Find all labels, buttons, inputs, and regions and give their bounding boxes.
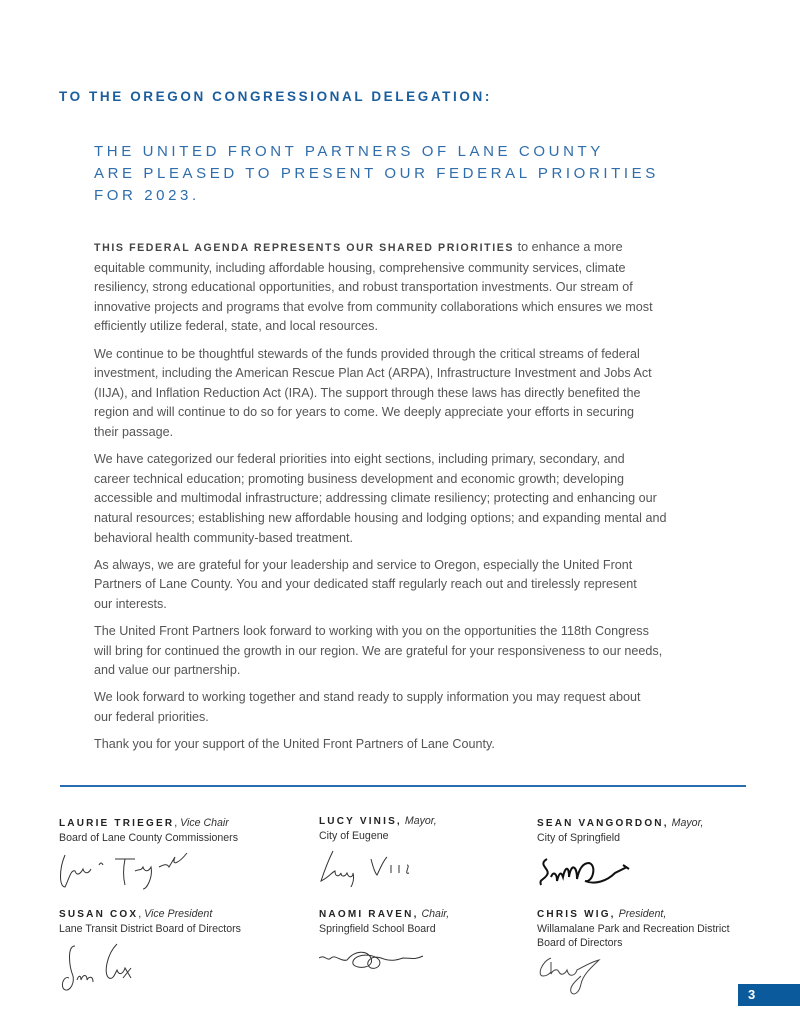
signatory-block: SEAN VANGORDON, Mayor, City of Springfield bbox=[537, 816, 703, 897]
headline-line: ARE PLEASED TO PRESENT OUR FEDERAL PRIORITIES bbox=[94, 165, 659, 182]
signature-image bbox=[537, 849, 662, 897]
signature-image bbox=[59, 849, 199, 891]
paragraph: Thank you for your support of the United Front Partners of Lane County. bbox=[94, 737, 495, 752]
letter-body bbox=[94, 238, 714, 762]
signature-image bbox=[319, 847, 429, 887]
signatory-block: LAURIE TRIEGER, Vice Chair Board of Lane County Commissioners bbox=[59, 816, 238, 891]
lead-in: THIS FEDERAL AGENDA REPRESENTS OUR SHARED PRIORITIES bbox=[94, 242, 515, 254]
paragraph: As always, we are grateful for your leadership and service to Oregon, especially the United Front Partners of Lane County. You and your dedicated staff regularly reach out and tirelessly represent our interests. bbox=[94, 557, 637, 611]
paragraph: We have categorized our federal priorities into eight sections, including primary, secondary, and career technical education; promoting business development and economic growth; developing accessible and multimodal infrastructure; addressing climate resiliency; protecting and enhancing our natural resources; establishing new affordable housing and lodging options; and expanding mental and behavioral health community-based treatment. bbox=[94, 452, 667, 545]
headline-line: FOR 2023. bbox=[94, 187, 200, 204]
signature-image bbox=[319, 940, 459, 980]
signatory-block: CHRIS WIG, President, Willamalane Park and Recreation District Board of Directors bbox=[537, 907, 730, 1000]
paragraph: THIS FEDERAL AGENDA REPRESENTS OUR SHARED PRIORITIES to enhance a more equitable community, including affordable housing, comprehensive community services, climate resiliency, strong educational opportunities, and robust transportation investments. Our stream of innovative projects and programs that evolve from community collaborations which ensures we most efficiently utilize federal, state, and local resources. bbox=[94, 240, 653, 334]
signature-image bbox=[59, 940, 159, 1002]
salutation: TO THE OREGON CONGRESSIONAL DELEGATION: bbox=[59, 89, 492, 104]
divider bbox=[60, 785, 746, 787]
page-number: 3 bbox=[738, 984, 800, 1006]
signature-image bbox=[537, 954, 647, 1000]
paragraph: The United Front Partners look forward to working with you on the opportunities the 118th Congress will bring for continued the growth in our region. We are grateful for your responsiveness to our needs, and value our partnership. bbox=[94, 624, 663, 678]
signatory-block: SUSAN COX, Vice President Lane Transit District Board of Directors bbox=[59, 907, 241, 1002]
paragraph: We continue to be thoughtful stewards of the funds provided through the critical streams of federal investment, including the American Rescue Plan Act (ARPA), Infrastructure Investment and Jobs Act (IIJA), and Inflation Reduction Act (IRA). The support through these laws has directly benefited the region and will continue to do so for years to come. We deeply appreciate your efforts in securing their passage. bbox=[94, 346, 652, 439]
paragraph: We look forward to working together and stand ready to supply information you may request about our federal priorities. bbox=[94, 690, 641, 725]
signatory-block: LUCY VINIS, Mayor, City of Eugene bbox=[319, 814, 437, 887]
headline bbox=[94, 141, 659, 207]
signatory-block: NAOMI RAVEN, Chair, Springfield School Board bbox=[319, 907, 459, 980]
headline-line: THE UNITED FRONT PARTNERS OF LANE COUNTY bbox=[94, 143, 604, 160]
